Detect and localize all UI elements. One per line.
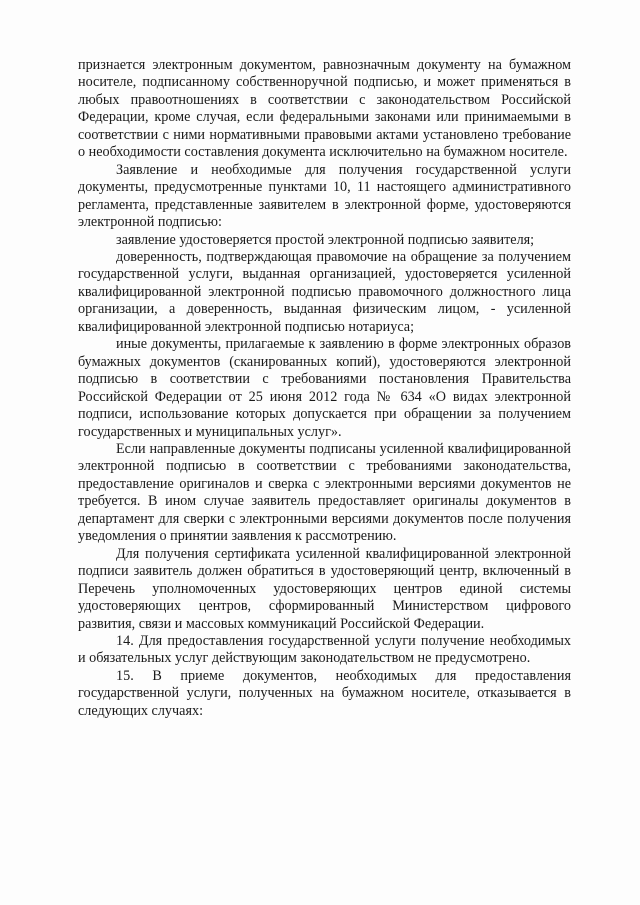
paragraph-section-14: 14. Для предоставления государственной услуги получение необходимых и обязательных услуг действующим законодательством не предусмотрено. — [78, 632, 571, 667]
paragraph-other-documents: иные документы, прилагаемые к заявлению в форме электронных образов бумажных документов (сканированных копий), удостоверяются электронной подписью в соответствии с требованиями постановления Правительства Российской Федерации от 25 июня 2012 года № 634 «О видах электронной подписи, использование которых допускается при обращении за получением государственных и муниципальных услуг». — [78, 336, 571, 440]
paragraph-section-15: 15. В приеме документов, необходимых для предоставления государственной услуги, полученных на бумажном носителе, отказывается в следующих случаях: — [78, 667, 571, 719]
paragraph-continuation: признается электронным документом, равнозначным документу на бумажном носителе, подписанному собственноручной подписью, и может применяться в любых правоотношениях в соответствии с законодательством Российской Федерации, кроме случая, если федеральными законами или принимаемыми в соответствии с ними нормативными правовыми актами установлено требование о необходимости составления документа исключительно на бумажном носителе. — [78, 57, 571, 161]
paragraph-originals-verification: Если направленные документы подписаны усиленной квалифицированной электронной подписью в соответствии с требованиями законодательства, предоставление оригиналов и сверка с электронными версиями документов не требуется. В ином случае заявитель предоставляет оригиналы документов в департамент для сверки с электронными версиями документов после получения уведомления о принятии заявления к рассмотрению. — [78, 440, 571, 545]
paragraph-signature-requirements: Заявление и необходимые для получения государственной услуги документы, предусмотренные пунктами 10, 11 настоящего административного регламента, представленные заявителем в электронной форме, удостоверяются электронной подписью: — [78, 161, 571, 231]
document-body — [78, 57, 571, 720]
paragraph-certificate: Для получения сертификата усиленной квалифицированной электронной подписи заявитель должен обратиться в удостоверяющий центр, включенный в Перечень уполномоченных удостоверяющих центров единой системы удостоверяющих центров, сформированный Министерством цифрового развития, связи и массовых коммуникаций Российской Федерации. — [78, 545, 571, 632]
paragraph-power-of-attorney: доверенность, подтверждающая правомочие на обращение за получением государственной услуги, выданная организацией, удостоверяется усиленной квалифицированной электронной подписью правомочного должностного лица организации, а доверенность, выданная физическим лицом, - усиленной квалифицированной электронной подписью нотариуса; — [78, 248, 571, 335]
paragraph-application-signature: заявление удостоверяется простой электронной подписью заявителя; — [116, 231, 535, 248]
